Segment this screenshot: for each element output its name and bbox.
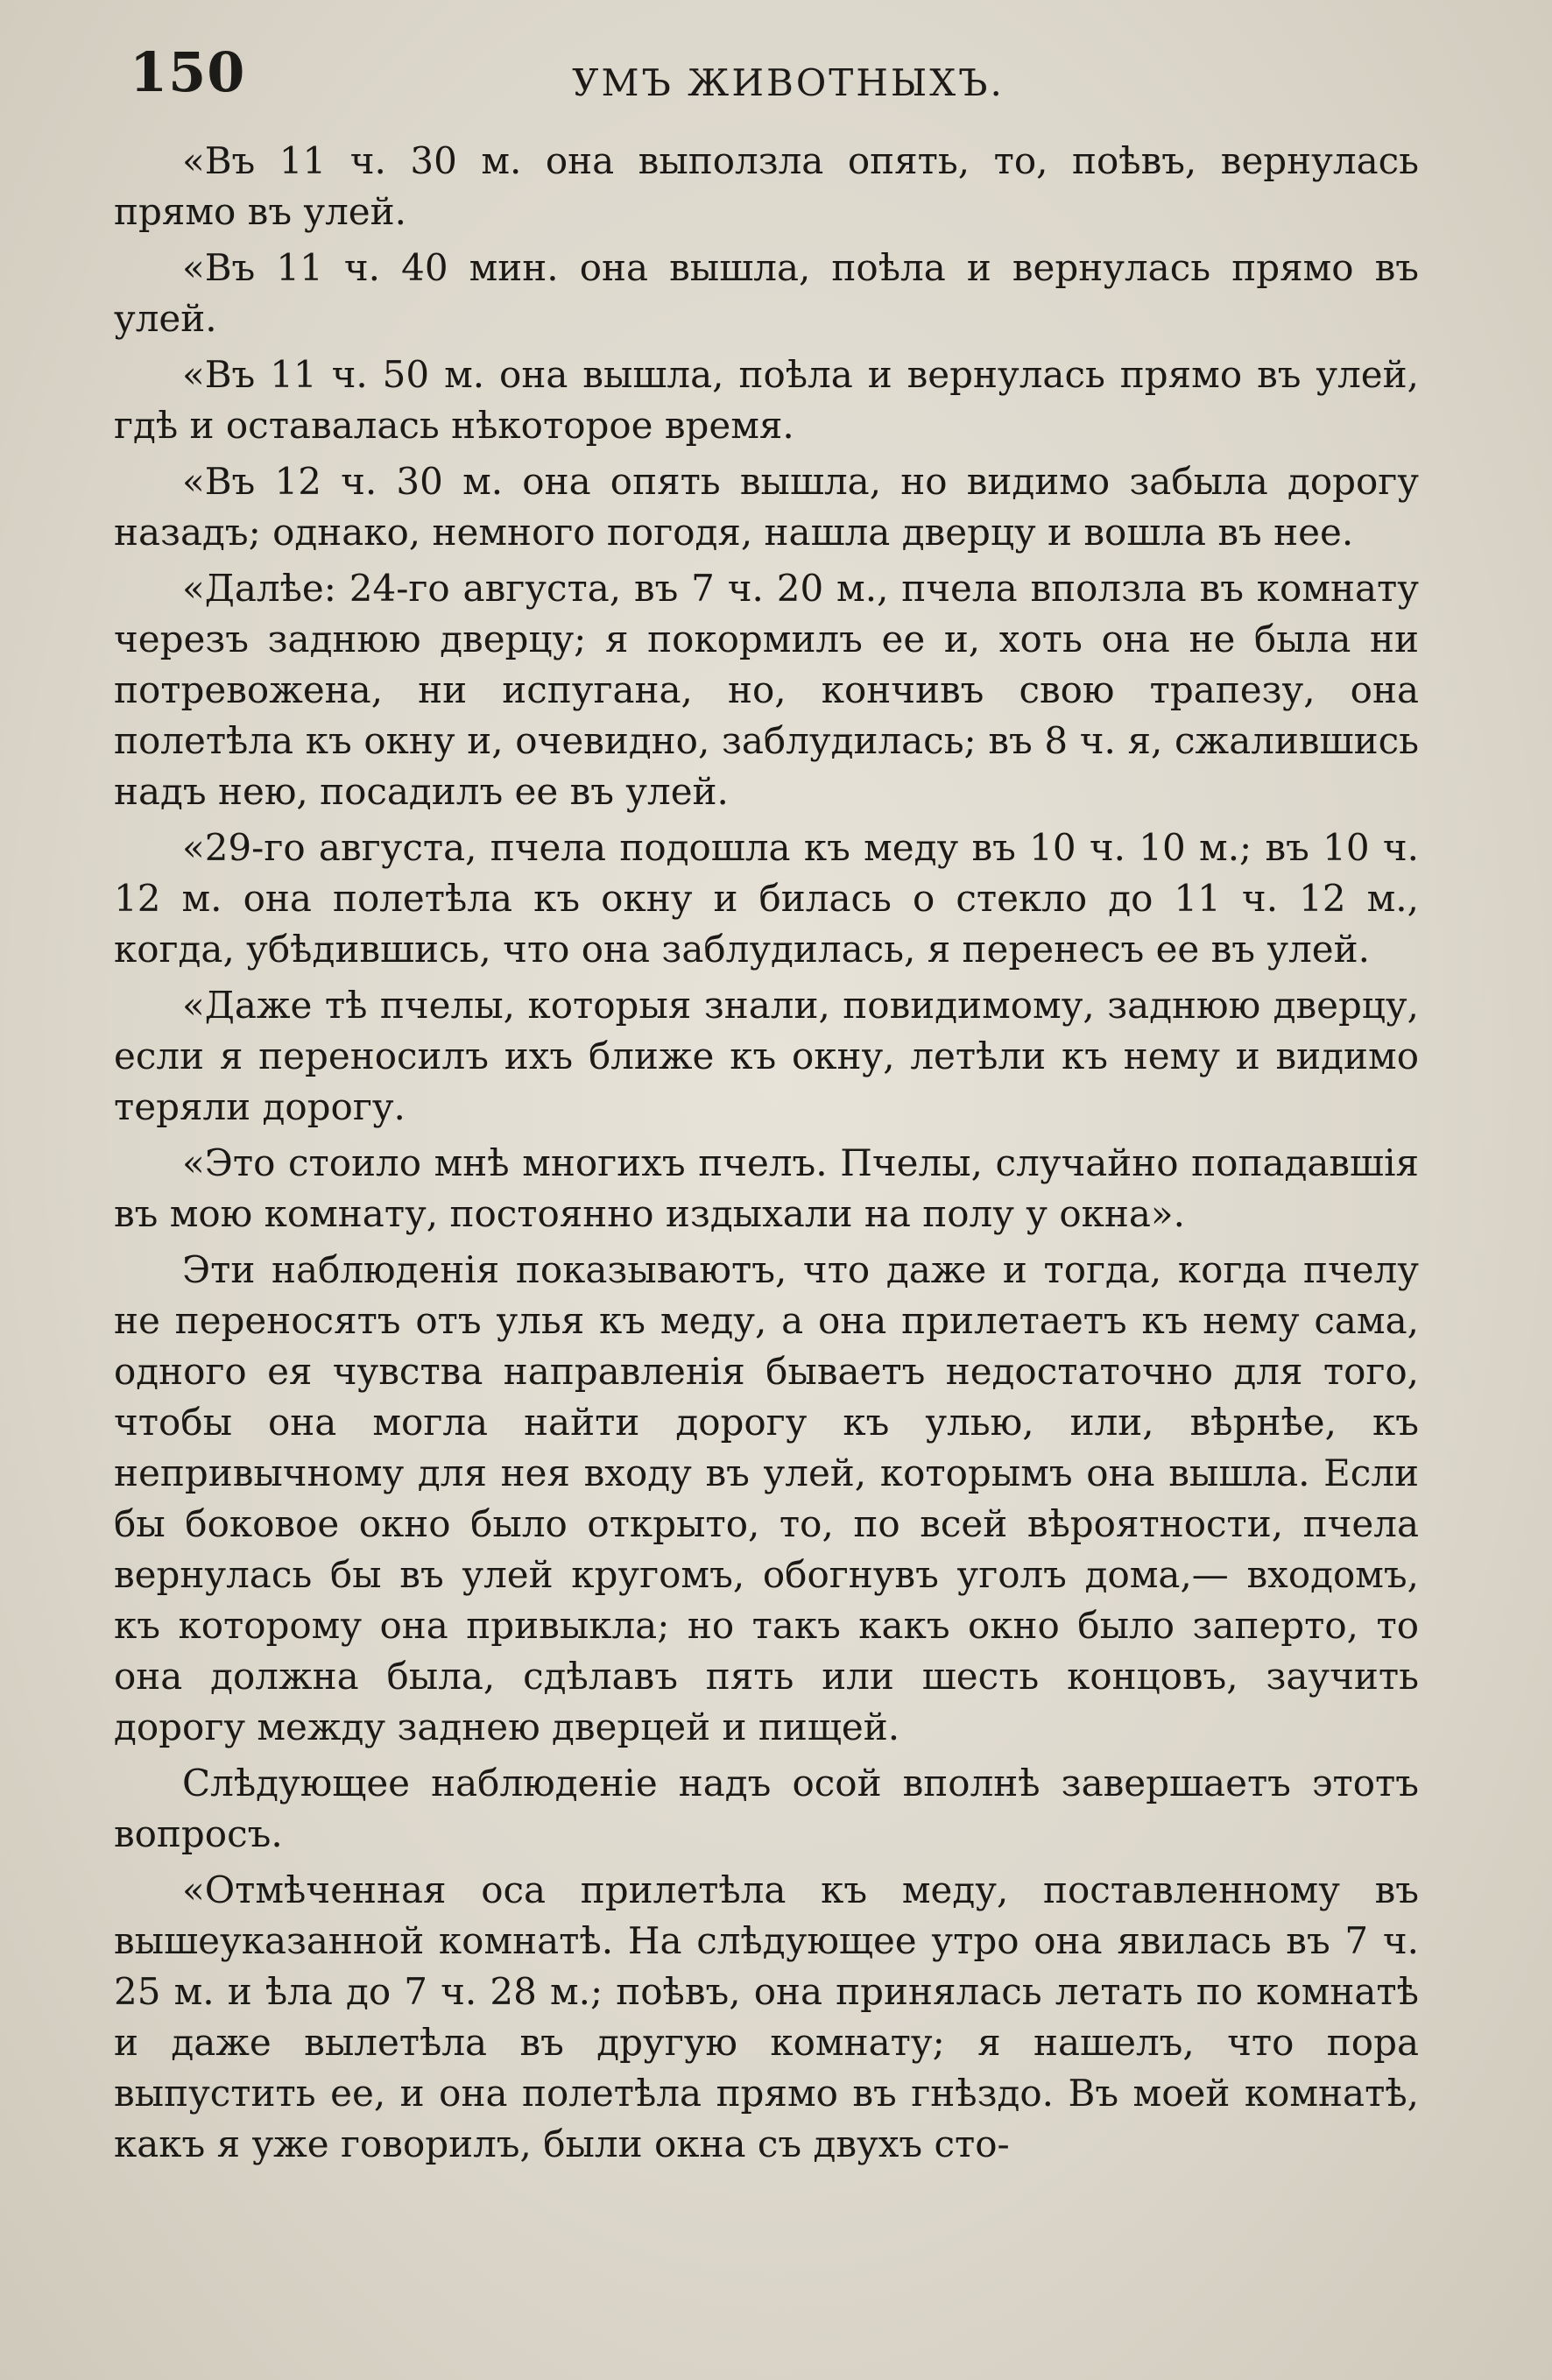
- paragraph: «Это стоило мнѣ многихъ пчелъ. Пчелы, случайно попадавшія въ мою комнату, постоянно издыхали на полу у окна».: [114, 1141, 1419, 1235]
- paragraph: «Въ 11 ч. 50 м. она вышла, поѣла и вернулась прямо въ улей, гдѣ и оставалась нѣкоторое время.: [114, 353, 1419, 447]
- paragraph: «Въ 11 ч. 30 м. она выползла опять, то, поѣвъ, вернулась прямо въ улей.: [114, 139, 1419, 233]
- running-head: УМЪ ЖИВОТНЫХЪ.: [572, 61, 1005, 104]
- paragraph: «Въ 11 ч. 40 мин. она вышла, поѣла и вернулась прямо въ улей.: [114, 246, 1419, 340]
- paragraph: «Въ 12 ч. 30 м. она опять вышла, но видимо забыла дорогу назадъ; однако, немного погодя, нашла дверцу и вошла въ нее.: [114, 460, 1419, 554]
- paragraph: Эти наблюденія показываютъ, что даже и тогда, когда пчелу не переносятъ отъ улья къ меду, а она прилетаетъ къ нему сама, одного ея чувства направленія бываетъ недостаточно для того, чтобы она могла найти дорогу къ улью, или, вѣрнѣе, къ непривычному для нея входу въ улей, которымъ она вышла. Если бы боковое окно было открыто, то, по всей вѣроятности, пчела вернулась бы въ улей кругомъ, обогнувъ уголъ дома,— входомъ, къ которому она привыкла; но такъ какъ окно было заперто, то она должна была, сдѣлавъ пять или шесть концовъ, заучить дорогу между заднею дверцей и пищей.: [114, 1248, 1419, 1748]
- page-header: [114, 35, 1463, 114]
- paragraph: «Отмѣченная оса прилетѣла къ меду, поставленному въ вышеуказанной комнатѣ. На слѣдующее утро она явилась въ 7 ч. 25 м. и ѣла до 7 ч. 28 м.; поѣвъ, она принялась летать по комнатѣ и даже вылетѣла въ другую комнату; я нашелъ, что пора выпустить ее, и она полетѣла прямо въ гнѣздо. Въ моей комнатѣ, какъ я уже говорилъ, были окна съ двухъ сто-: [114, 1868, 1419, 2165]
- paragraph: «29-го августа, пчела подошла къ меду въ 10 ч. 10 м.; въ 10 ч. 12 м. она полетѣла къ окну и билась о стекло до 11 ч. 12 м., когда, убѣдившись, что она заблудилась, я перенесъ ее въ улей.: [114, 826, 1419, 971]
- paragraph: «Даже тѣ пчелы, которыя знали, повидимому, заднюю дверцу, если я переносилъ ихъ ближе къ окну, летѣли къ нему и видимо теряли дорогу.: [114, 984, 1419, 1128]
- body-text: [114, 136, 1419, 2175]
- paragraph: Слѣдующее наблюденіе надъ осой вполнѣ завершаетъ этотъ вопросъ.: [114, 1762, 1419, 1855]
- paragraph: «Далѣе: 24-го августа, въ 7 ч. 20 м., пчела вползла въ комнату черезъ заднюю дверцу; я покормилъ ее и, хоть она не была ни потревожена, ни испугана, но, кончивъ свою трапезу, она полетѣла къ окну и, очевидно, заблудилась; въ 8 ч. я, сжалившись надъ нею, посадилъ ее въ улей.: [114, 567, 1419, 813]
- page-number: 150: [130, 40, 246, 104]
